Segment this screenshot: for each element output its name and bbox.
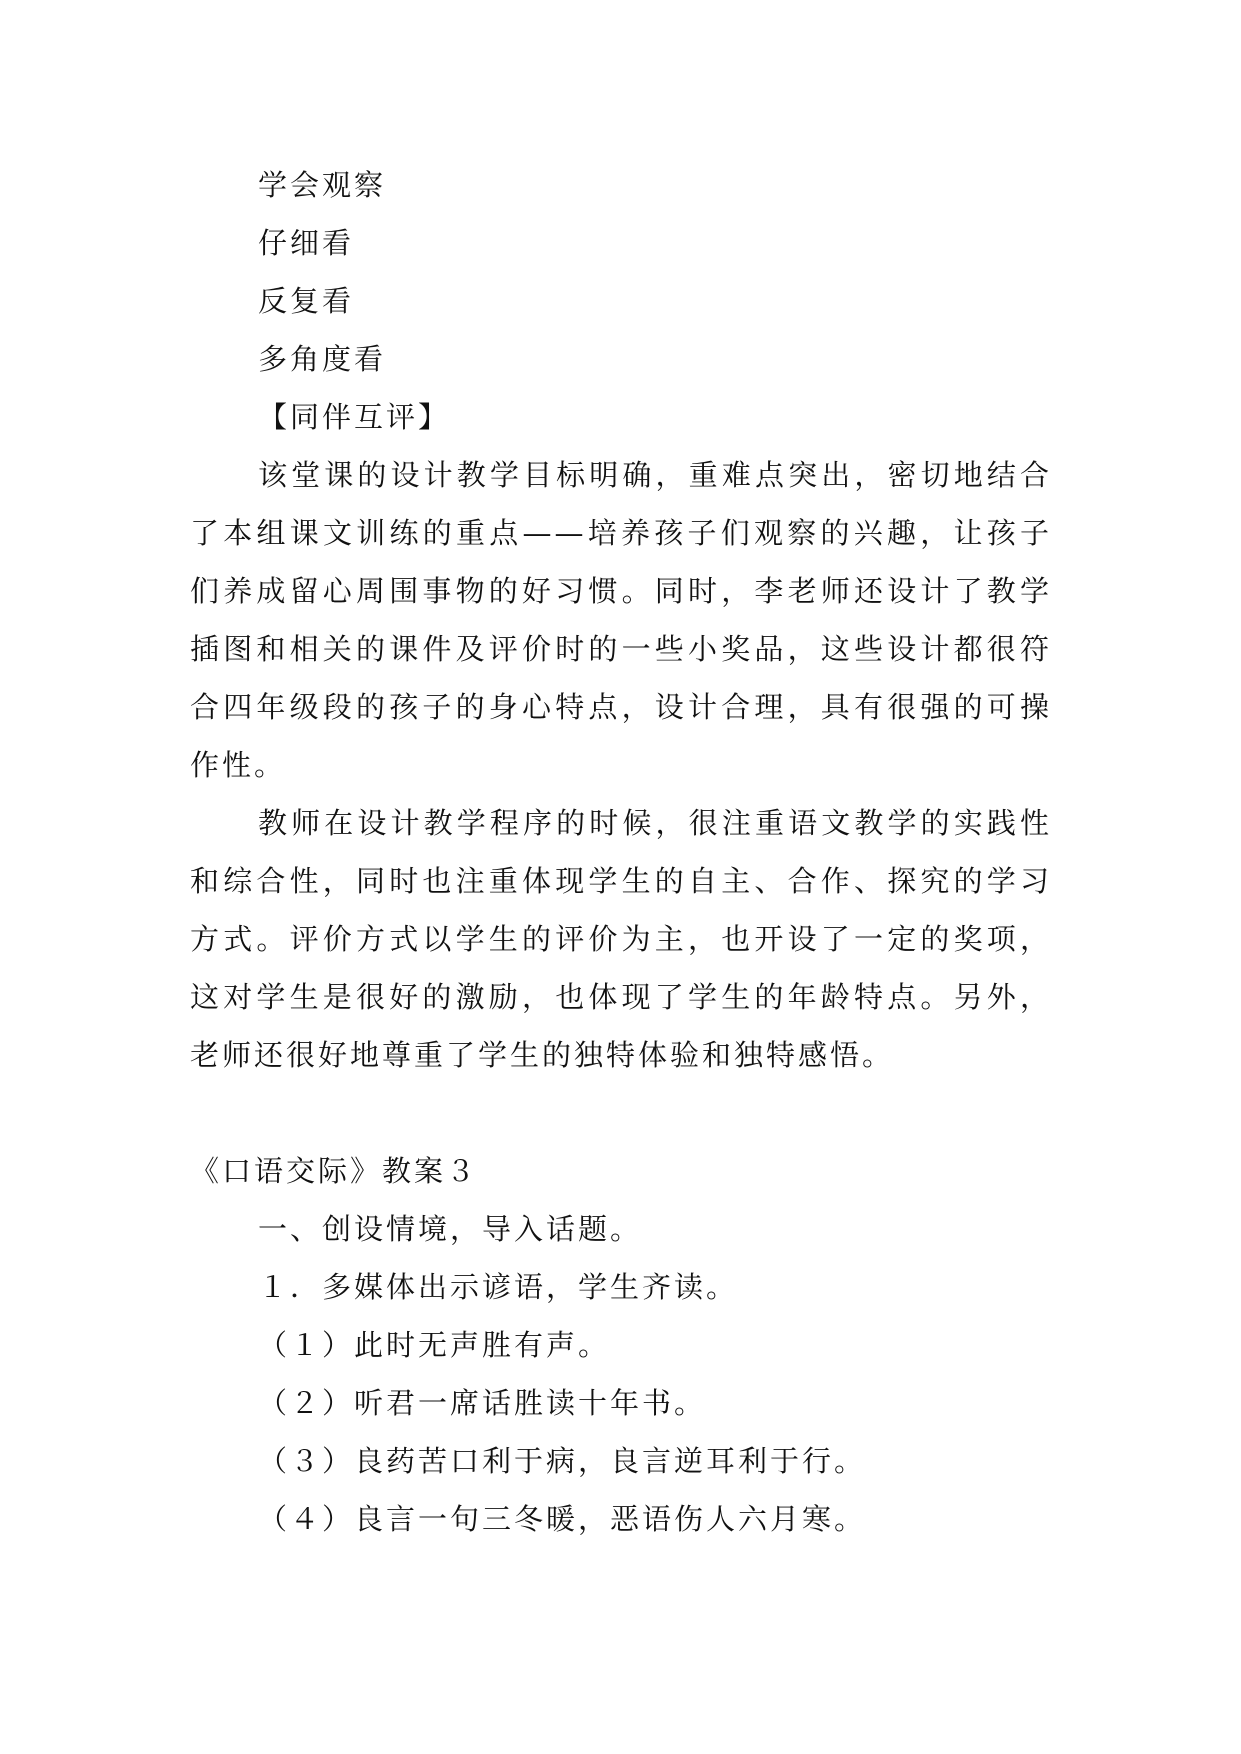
paragraph-line: 作性。 bbox=[190, 748, 287, 782]
observe-item: 反复看 bbox=[258, 284, 355, 318]
section-heading: 一、创设情境，导入话题。 bbox=[258, 1212, 643, 1246]
paragraph-line: 了本组课文训练的重点——培养孩子们观察的兴趣，让孩子 bbox=[190, 516, 1052, 550]
proverb-item: （１）此时无声胜有声。 bbox=[258, 1328, 611, 1362]
paragraph-line: 这对学生是很好的激励，也体现了学生的年龄特点。另外， bbox=[190, 980, 1052, 1014]
peer-review-heading: 【同伴互评】 bbox=[258, 400, 451, 434]
proverb-item: （４）良言一句三冬暖，恶语伤人六月寒。 bbox=[258, 1502, 867, 1536]
paragraph-line: 老师还很好地尊重了学生的独特体验和独特感悟。 bbox=[190, 1038, 895, 1072]
paragraph-line: 插图和相关的课件及评价时的一些小奖品，这些设计都很符 bbox=[190, 632, 1052, 666]
paragraph-line: 该堂课的设计教学目标明确，重难点突出，密切地结合 bbox=[258, 458, 1052, 492]
step-line: １．多媒体出示谚语，学生齐读。 bbox=[258, 1270, 739, 1304]
paragraph-line: 和综合性，同时也注重体现学生的自主、合作、探究的学习 bbox=[190, 864, 1052, 898]
proverb-item: （３）良药苦口利于病，良言逆耳利于行。 bbox=[258, 1444, 867, 1478]
observe-item: 仔细看 bbox=[258, 226, 355, 260]
proverb-item: （２）听君一席话胜读十年书。 bbox=[258, 1386, 707, 1420]
observe-item: 多角度看 bbox=[258, 342, 387, 376]
paragraph-line: 教师在设计教学程序的时候，很注重语文教学的实践性 bbox=[258, 806, 1052, 840]
observe-heading: 学会观察 bbox=[258, 168, 387, 202]
paragraph-line: 们养成留心周围事物的好习惯。同时，李老师还设计了教学 bbox=[190, 574, 1052, 608]
lesson-title: 《口语交际》教案３ bbox=[190, 1154, 479, 1188]
paragraph-line: 合四年级段的孩子的身心特点，设计合理，具有很强的可操 bbox=[190, 690, 1052, 724]
paragraph-line: 方式。评价方式以学生的评价为主，也开设了一定的奖项， bbox=[190, 922, 1052, 956]
